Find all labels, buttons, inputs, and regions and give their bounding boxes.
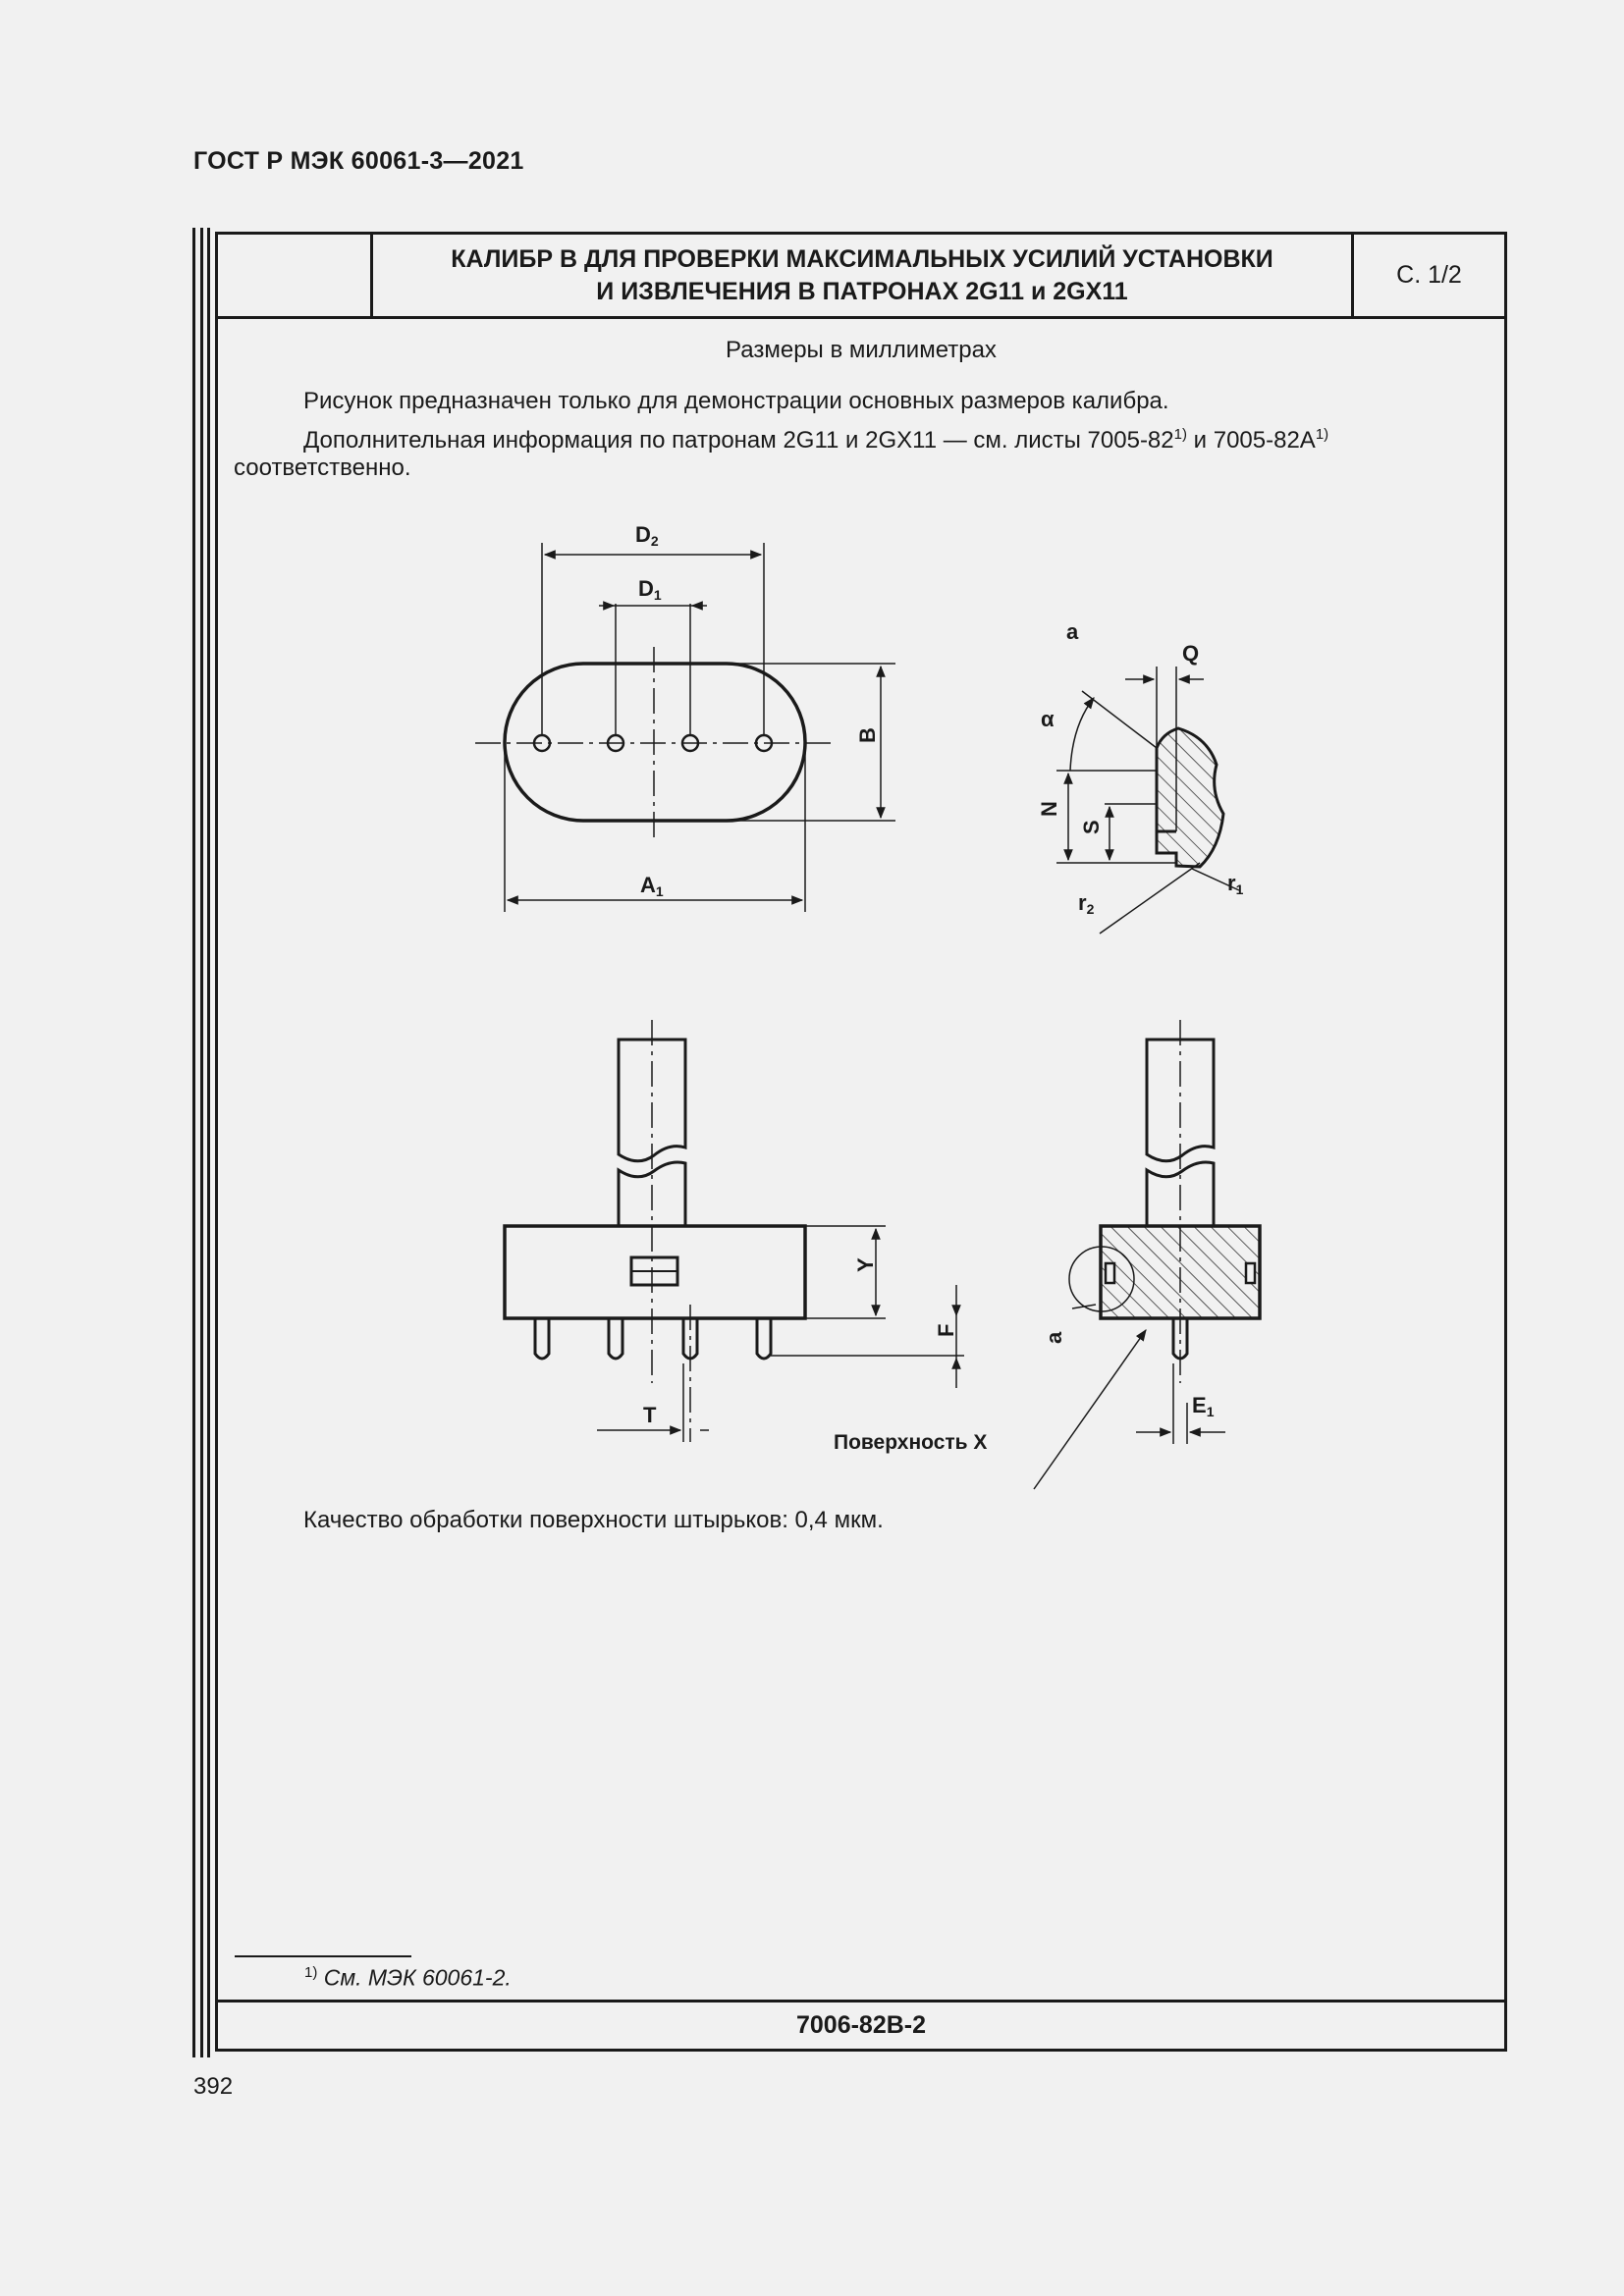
dim-label-e1: E1 xyxy=(1192,1393,1215,1419)
radius-label-r2: r2 xyxy=(1078,890,1095,917)
dim-label-s: S xyxy=(1079,820,1104,834)
dim-label-y: Y xyxy=(853,1257,878,1272)
footnote-text: См. МЭК 60061-2. xyxy=(323,1964,512,1991)
side-handle-upper xyxy=(1147,1040,1214,1161)
sheet-number: С. 1/2 xyxy=(1396,261,1462,289)
page-number: 392 xyxy=(193,2073,234,2100)
detail-hatched-area xyxy=(1157,728,1223,867)
margin-line xyxy=(192,228,195,2057)
footnote-ref: 1) xyxy=(1315,426,1329,443)
detail-label-a: a xyxy=(1042,1331,1066,1344)
dim-label-b: B xyxy=(855,727,880,743)
dim-label-f: F xyxy=(934,1323,958,1337)
gauge-handle-upper xyxy=(619,1040,685,1161)
info-text-c: соответственно. xyxy=(234,454,411,481)
side-section xyxy=(1034,1020,1260,1489)
gauge-pins xyxy=(535,1318,771,1359)
dim-label-d2: D2 xyxy=(635,522,659,549)
info-text-b: и 7005-82A xyxy=(1186,427,1316,454)
dim-label-d1: D1 xyxy=(638,576,662,603)
dim-label-a1: A1 xyxy=(640,873,664,899)
dim-label-q: Q xyxy=(1182,641,1200,666)
sheet-title-line2: И ИЗВЛЕЧЕНИЯ В ПАТРОНАХ 2G11 и 2GX11 xyxy=(596,277,1128,305)
center-lines xyxy=(475,647,837,843)
info-text-a: Дополнительная информация по патронам 2G11 и 2GX11 — см. листы 7005-82 xyxy=(303,427,1174,454)
surface-quality-note: Качество обработки поверхности штырьков: 0,4 мкм. xyxy=(303,1507,884,1533)
front-elevation xyxy=(505,1020,964,1442)
footnote-rule xyxy=(235,1955,411,1957)
surface-x-label: Поверхность X xyxy=(834,1431,988,1454)
sheet-code: 7006-82B-2 xyxy=(218,2000,1504,2049)
plan-view xyxy=(475,543,895,912)
footnote-ref: 1) xyxy=(1173,426,1187,443)
document-header: ГОСТ Р МЭК 60061-3—2021 xyxy=(193,147,524,175)
sheet-title-line1: КАЛИБР B ДЛЯ ПРОВЕРКИ МАКСИМАЛЬНЫХ УСИЛИЙ УСТАНОВКИ xyxy=(451,244,1273,273)
sheet-frame xyxy=(215,232,1507,2052)
dimensions-note: Размеры в миллиметрах xyxy=(726,337,997,363)
angle-label-alpha: α xyxy=(1041,707,1055,731)
radius-label-r1: r1 xyxy=(1227,871,1244,897)
margin-line xyxy=(200,228,203,2057)
footnote-mark: 1) xyxy=(304,1964,318,1981)
dimension-lines xyxy=(505,543,895,912)
detail-label-a: a xyxy=(1066,619,1079,644)
paragraph-purpose-text: Рисунок предназначен только для демонстрации основных размеров калибра. xyxy=(303,388,1169,414)
footnote xyxy=(304,1964,512,1992)
dim-label-n: N xyxy=(1037,801,1061,817)
dim-label-t: T xyxy=(643,1403,657,1427)
margin-line xyxy=(207,228,210,2057)
